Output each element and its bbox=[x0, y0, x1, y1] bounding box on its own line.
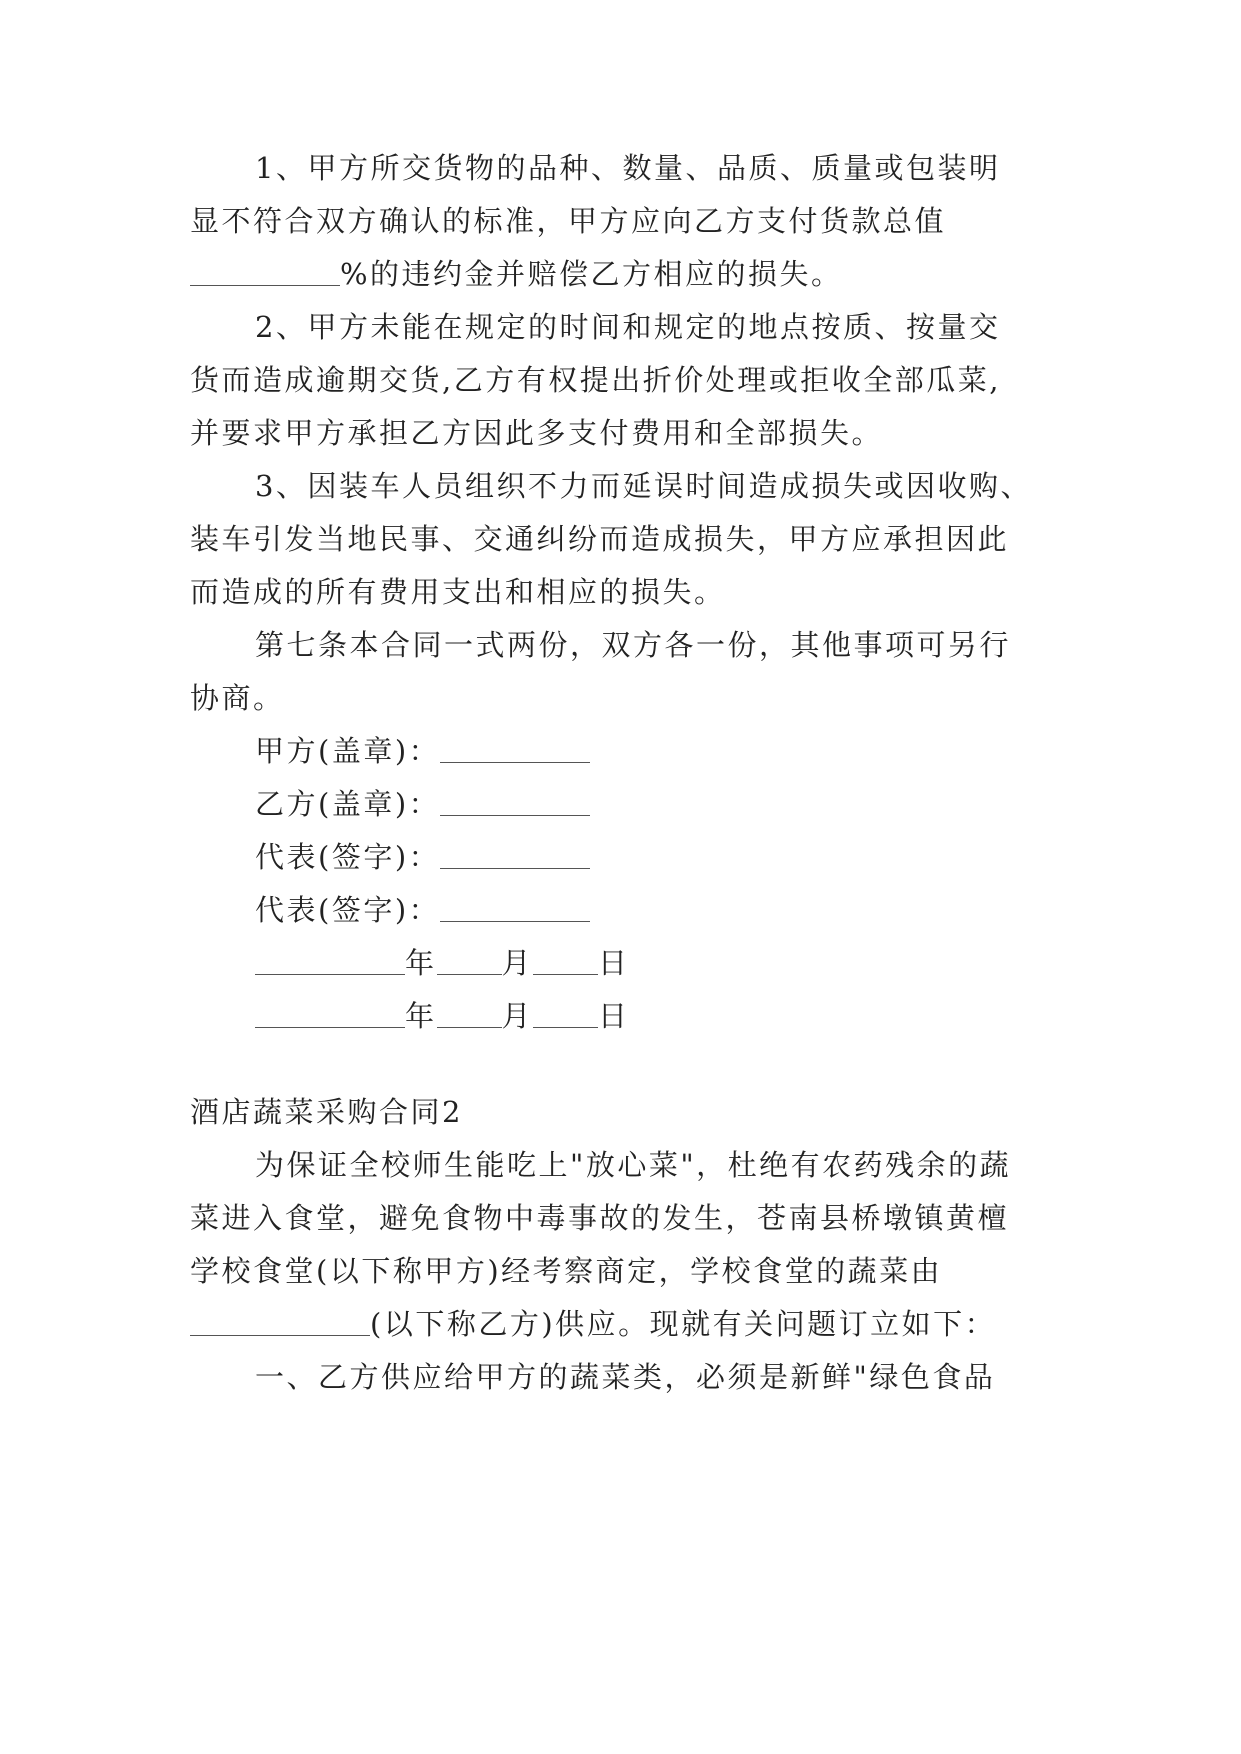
contract-2-intro-line-4 bbox=[190, 1306, 1070, 1342]
date-line-1 bbox=[255, 945, 1135, 981]
year-blank[interactable] bbox=[255, 1001, 405, 1028]
penalty-3-line-2: 装车引发当地民事、交通纠纷而造成损失，甲方应承担因此 bbox=[190, 522, 1010, 556]
contract-2-clause-1: 一、乙方供应给甲方的蔬菜类，必须是新鲜"绿色食品 bbox=[255, 1360, 996, 1394]
contract-2-title: 酒店蔬菜采购合同2 bbox=[190, 1095, 463, 1129]
contract-2-intro-line-2: 菜进入食堂，避免食物中毒事故的发生，苍南县桥墩镇黄檀 bbox=[190, 1201, 1010, 1235]
year-blank[interactable] bbox=[255, 948, 405, 975]
party-b-seal bbox=[255, 786, 1135, 822]
penalty-2-line-2: 货而造成逾期交货,乙方有权提出折价处理或拒收全部瓜菜, bbox=[190, 363, 1001, 397]
representative-2-signature bbox=[255, 892, 1135, 928]
month-label: 月 bbox=[501, 946, 534, 980]
year-label: 年 bbox=[405, 946, 437, 980]
article-7-line-2: 协商。 bbox=[190, 681, 285, 715]
representative-2-label: 代表(签字)： bbox=[255, 893, 441, 927]
representative-1-label: 代表(签字)： bbox=[255, 840, 441, 874]
penalty-2-line-1: 2、甲方未能在规定的时间和规定的地点按质、按量交 bbox=[255, 310, 1001, 344]
party-b-seal-label: 乙方(盖章)： bbox=[255, 787, 441, 821]
contract-2-intro-line-4-text: (以下称乙方)供应。现就有关问题订立如下： bbox=[370, 1307, 997, 1341]
rate-blank[interactable] bbox=[190, 259, 340, 286]
contract-2-intro-line-3: 学校食堂(以下称甲方)经考察商定，学校食堂的蔬菜由 bbox=[190, 1254, 943, 1288]
penalty-2-line-3: 并要求甲方承担乙方因此多支付费用和全部损失。 bbox=[190, 416, 884, 450]
penalty-1-line-3 bbox=[190, 256, 1070, 292]
party-a-seal-label: 甲方(盖章)： bbox=[255, 734, 441, 768]
penalty-3-line-1: 3、因装车人员组织不力而延误时间造成损失或因收购、 bbox=[255, 469, 1032, 503]
party-b-seal-blank[interactable] bbox=[440, 789, 590, 816]
representative-1-blank[interactable] bbox=[440, 842, 590, 869]
penalty-1-line-1: 1、甲方所交货物的品种、数量、品质、质量或包装明 bbox=[255, 151, 1001, 185]
year-label: 年 bbox=[405, 999, 437, 1033]
day-label: 日 bbox=[598, 946, 630, 980]
supplier-blank[interactable] bbox=[190, 1309, 370, 1336]
penalty-1-line-2: 显不符合双方确认的标准，甲方应向乙方支付货款总值 bbox=[190, 204, 947, 238]
day-blank[interactable] bbox=[533, 948, 598, 975]
representative-2-blank[interactable] bbox=[440, 895, 590, 922]
month-label: 月 bbox=[501, 999, 534, 1033]
day-blank[interactable] bbox=[533, 1001, 598, 1028]
penalty-1-line-3-text: %的违约金并赔偿乙方相应的损失。 bbox=[340, 257, 843, 291]
date-line-2 bbox=[255, 998, 1135, 1034]
article-7-line-1: 第七条本合同一式两份，双方各一份，其他事项可另行 bbox=[255, 628, 1012, 662]
representative-1-signature bbox=[255, 839, 1135, 875]
month-blank[interactable] bbox=[437, 948, 502, 975]
penalty-3-line-3: 而造成的所有费用支出和相应的损失。 bbox=[190, 575, 726, 609]
contract-2-intro-line-1: 为保证全校师生能吃上"放心菜"，杜绝有农药残余的蔬 bbox=[255, 1148, 1012, 1182]
day-label: 日 bbox=[598, 999, 630, 1033]
party-a-seal bbox=[255, 733, 1135, 769]
month-blank[interactable] bbox=[437, 1001, 502, 1028]
party-a-seal-blank[interactable] bbox=[440, 736, 590, 763]
